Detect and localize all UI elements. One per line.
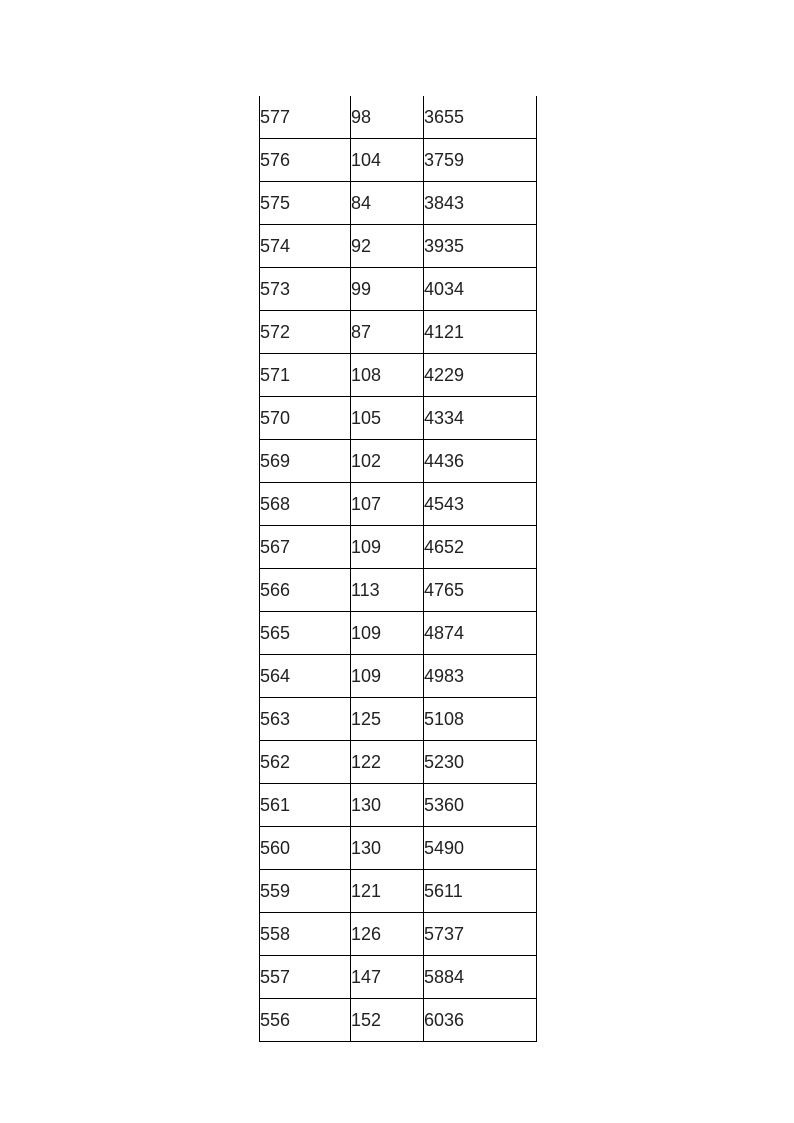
count-cell: 108 [351,354,424,397]
cumulative-cell: 5884 [424,956,537,999]
cumulative-cell: 3843 [424,182,537,225]
score-cell: 575 [260,182,351,225]
table-row [260,225,537,268]
score-cell: 563 [260,698,351,741]
count-cell: 126 [351,913,424,956]
score-cell: 574 [260,225,351,268]
table-row [260,182,537,225]
cumulative-cell: 6036 [424,999,537,1042]
score-cell: 558 [260,913,351,956]
score-cell: 567 [260,526,351,569]
score-cell: 564 [260,655,351,698]
count-cell: 130 [351,827,424,870]
score-cell: 559 [260,870,351,913]
table-row [260,655,537,698]
table-row [260,827,537,870]
cumulative-cell: 5230 [424,741,537,784]
cumulative-cell: 4543 [424,483,537,526]
count-cell: 87 [351,311,424,354]
table-row [260,397,537,440]
table-row [260,440,537,483]
score-cell: 577 [260,96,351,139]
score-cell: 573 [260,268,351,311]
score-table-body [260,96,537,1042]
cumulative-cell: 5490 [424,827,537,870]
score-cell: 571 [260,354,351,397]
score-cell: 566 [260,569,351,612]
table-row [260,999,537,1042]
table-row [260,784,537,827]
score-cell: 569 [260,440,351,483]
cumulative-cell: 5737 [424,913,537,956]
cumulative-cell: 4334 [424,397,537,440]
table-row [260,956,537,999]
cumulative-cell: 3759 [424,139,537,182]
count-cell: 98 [351,96,424,139]
table-row [260,698,537,741]
cumulative-cell: 4229 [424,354,537,397]
table-row [260,913,537,956]
score-cell: 561 [260,784,351,827]
table-row [260,870,537,913]
score-cell: 570 [260,397,351,440]
count-cell: 109 [351,526,424,569]
cumulative-cell: 4983 [424,655,537,698]
count-cell: 102 [351,440,424,483]
cumulative-cell: 4121 [424,311,537,354]
count-cell: 99 [351,268,424,311]
score-cell: 572 [260,311,351,354]
count-cell: 121 [351,870,424,913]
count-cell: 109 [351,655,424,698]
cumulative-cell: 4874 [424,612,537,655]
count-cell: 105 [351,397,424,440]
score-cell: 557 [260,956,351,999]
table-row [260,139,537,182]
score-cell: 568 [260,483,351,526]
table-row [260,612,537,655]
count-cell: 122 [351,741,424,784]
score-cell: 565 [260,612,351,655]
cumulative-cell: 4765 [424,569,537,612]
table-row [260,96,537,139]
cumulative-cell: 5108 [424,698,537,741]
cumulative-cell: 3935 [424,225,537,268]
count-cell: 107 [351,483,424,526]
count-cell: 109 [351,612,424,655]
score-cell: 576 [260,139,351,182]
cumulative-cell: 3655 [424,96,537,139]
count-cell: 152 [351,999,424,1042]
count-cell: 113 [351,569,424,612]
count-cell: 92 [351,225,424,268]
count-cell: 125 [351,698,424,741]
score-table [259,96,537,1042]
table-row [260,354,537,397]
count-cell: 84 [351,182,424,225]
table-row [260,311,537,354]
cumulative-cell: 4436 [424,440,537,483]
count-cell: 104 [351,139,424,182]
count-cell: 147 [351,956,424,999]
score-cell: 556 [260,999,351,1042]
count-cell: 130 [351,784,424,827]
table-row [260,741,537,784]
table-row [260,268,537,311]
score-cell: 560 [260,827,351,870]
cumulative-cell: 5360 [424,784,537,827]
table-row [260,526,537,569]
table-row [260,569,537,612]
cumulative-cell: 4652 [424,526,537,569]
cumulative-cell: 4034 [424,268,537,311]
table-row [260,483,537,526]
cumulative-cell: 5611 [424,870,537,913]
score-cell: 562 [260,741,351,784]
